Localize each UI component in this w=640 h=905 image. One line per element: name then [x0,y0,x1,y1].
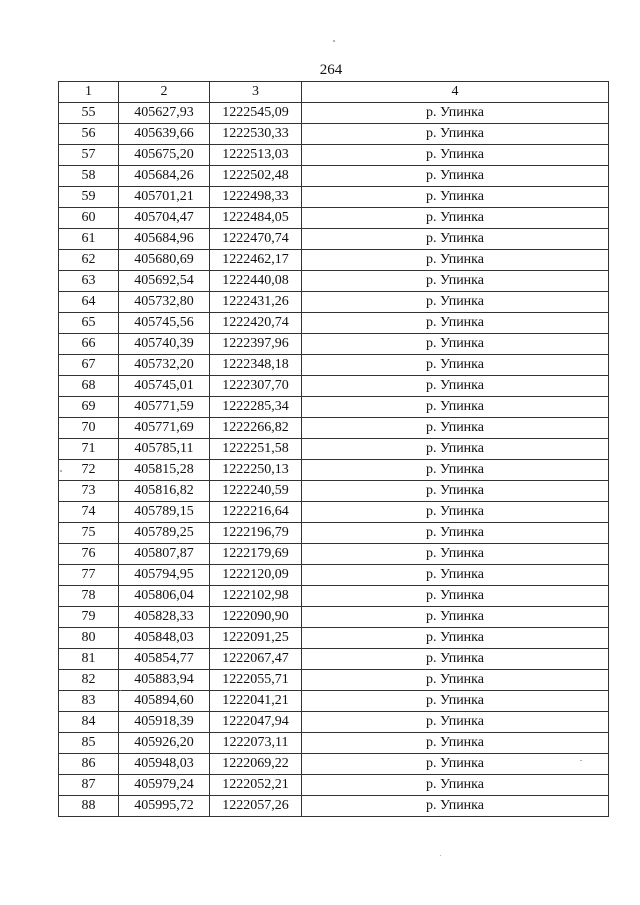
description-cell: р. Упинка [302,250,609,271]
table-row [59,733,609,754]
point-number-cell: 65 [59,313,119,334]
table-row [59,187,609,208]
point-number-cell: 59 [59,187,119,208]
x-coordinate-cell: 405692,54 [119,271,210,292]
x-coordinate-cell: 405948,03 [119,754,210,775]
table-row [59,166,609,187]
y-coordinate-cell: 1222513,03 [210,145,302,166]
description-cell: р. Упинка [302,334,609,355]
description-cell: р. Упинка [302,418,609,439]
page-number: 264 [319,62,343,78]
x-coordinate-cell: 405806,04 [119,586,210,607]
y-coordinate-cell: 1222498,33 [210,187,302,208]
y-coordinate-cell: 1222502,48 [210,166,302,187]
table-row [59,292,609,313]
y-coordinate-cell: 1222047,94 [210,712,302,733]
y-coordinate-cell: 1222462,17 [210,250,302,271]
y-coordinate-cell: 1222216,64 [210,502,302,523]
table-row [59,271,609,292]
point-number-cell: 64 [59,292,119,313]
table-row [59,376,609,397]
description-cell: р. Упинка [302,355,609,376]
description-cell: р. Упинка [302,229,609,250]
table-row [59,523,609,544]
table-row [59,544,609,565]
scan-speck [120,690,121,691]
y-coordinate-cell: 1222420,74 [210,313,302,334]
y-coordinate-cell: 1222470,74 [210,229,302,250]
column-header-4: 4 [302,82,609,103]
x-coordinate-cell: 405894,60 [119,691,210,712]
table-row [59,355,609,376]
x-coordinate-cell: 405883,94 [119,670,210,691]
x-coordinate-cell: 405684,26 [119,166,210,187]
point-number-cell: 70 [59,418,119,439]
table-row [59,607,609,628]
description-cell: р. Упинка [302,145,609,166]
y-coordinate-cell: 1222091,25 [210,628,302,649]
point-number-cell: 83 [59,691,119,712]
point-number-cell: 58 [59,166,119,187]
description-cell: р. Упинка [302,439,609,460]
y-coordinate-cell: 1222545,09 [210,103,302,124]
point-number-cell: 86 [59,754,119,775]
y-coordinate-cell: 1222196,79 [210,523,302,544]
point-number-cell: 61 [59,229,119,250]
point-number-cell: 63 [59,271,119,292]
x-coordinate-cell: 405995,72 [119,796,210,817]
point-number-cell: 74 [59,502,119,523]
point-number-cell: 81 [59,649,119,670]
point-number-cell: 62 [59,250,119,271]
point-number-cell: 68 [59,376,119,397]
x-coordinate-cell: 405639,66 [119,124,210,145]
description-cell: р. Упинка [302,397,609,418]
point-number-cell: 57 [59,145,119,166]
description-cell: р. Упинка [302,607,609,628]
x-coordinate-cell: 405794,95 [119,565,210,586]
description-cell: р. Упинка [302,628,609,649]
table-row [59,775,609,796]
x-coordinate-cell: 405789,25 [119,523,210,544]
table-row [59,103,609,124]
x-coordinate-cell: 405785,11 [119,439,210,460]
point-number-cell: 87 [59,775,119,796]
scan-speck [60,470,62,472]
description-cell: р. Упинка [302,754,609,775]
y-coordinate-cell: 1222251,58 [210,439,302,460]
point-number-cell: 69 [59,397,119,418]
point-number-cell: 60 [59,208,119,229]
description-cell: р. Упинка [302,544,609,565]
table-row [59,628,609,649]
x-coordinate-cell: 405979,24 [119,775,210,796]
table-row [59,229,609,250]
table-header-row [59,82,609,103]
description-cell: р. Упинка [302,376,609,397]
table-row [59,418,609,439]
point-number-cell: 82 [59,670,119,691]
y-coordinate-cell: 1222348,18 [210,355,302,376]
x-coordinate-cell: 405807,87 [119,544,210,565]
description-cell: р. Упинка [302,124,609,145]
table-row [59,208,609,229]
x-coordinate-cell: 405771,59 [119,397,210,418]
y-coordinate-cell: 1222397,96 [210,334,302,355]
x-coordinate-cell: 405745,01 [119,376,210,397]
table-row [59,712,609,733]
x-coordinate-cell: 405926,20 [119,733,210,754]
point-number-cell: 76 [59,544,119,565]
table-row [59,754,609,775]
x-coordinate-cell: 405828,33 [119,607,210,628]
point-number-cell: 71 [59,439,119,460]
description-cell: р. Упинка [302,649,609,670]
table-row [59,649,609,670]
column-header-2: 2 [119,82,210,103]
point-number-cell: 78 [59,586,119,607]
table-row [59,145,609,166]
description-cell: р. Упинка [302,523,609,544]
y-coordinate-cell: 1222266,82 [210,418,302,439]
point-number-cell: 67 [59,355,119,376]
y-coordinate-cell: 1222052,21 [210,775,302,796]
point-number-cell: 88 [59,796,119,817]
y-coordinate-cell: 1222179,69 [210,544,302,565]
table-row [59,796,609,817]
description-cell: р. Упинка [302,481,609,502]
description-cell: р. Упинка [302,187,609,208]
table-row [59,439,609,460]
x-coordinate-cell: 405675,20 [119,145,210,166]
y-coordinate-cell: 1222250,13 [210,460,302,481]
table-row [59,586,609,607]
scan-speck [440,855,441,856]
scan-speck [333,40,335,42]
x-coordinate-cell: 405854,77 [119,649,210,670]
y-coordinate-cell: 1222530,33 [210,124,302,145]
x-coordinate-cell: 405815,28 [119,460,210,481]
point-number-cell: 77 [59,565,119,586]
description-cell: р. Упинка [302,502,609,523]
x-coordinate-cell: 405745,56 [119,313,210,334]
description-cell: р. Упинка [302,292,609,313]
table-body [59,103,609,817]
table-row [59,313,609,334]
y-coordinate-cell: 1222120,09 [210,565,302,586]
x-coordinate-cell: 405701,21 [119,187,210,208]
table-row [59,502,609,523]
point-number-cell: 66 [59,334,119,355]
description-cell: р. Упинка [302,691,609,712]
x-coordinate-cell: 405771,69 [119,418,210,439]
x-coordinate-cell: 405789,15 [119,502,210,523]
table-row [59,691,609,712]
point-number-cell: 79 [59,607,119,628]
table-row [59,397,609,418]
y-coordinate-cell: 1222041,21 [210,691,302,712]
x-coordinate-cell: 405680,69 [119,250,210,271]
table-row [59,334,609,355]
description-cell: р. Упинка [302,460,609,481]
description-cell: р. Упинка [302,565,609,586]
x-coordinate-cell: 405918,39 [119,712,210,733]
coordinates-table [58,81,609,817]
table-row [59,460,609,481]
x-coordinate-cell: 405816,82 [119,481,210,502]
point-number-cell: 84 [59,712,119,733]
y-coordinate-cell: 1222240,59 [210,481,302,502]
y-coordinate-cell: 1222440,08 [210,271,302,292]
table-row [59,250,609,271]
point-number-cell: 80 [59,628,119,649]
y-coordinate-cell: 1222073,11 [210,733,302,754]
point-number-cell: 55 [59,103,119,124]
scan-speck [580,760,582,761]
table-row [59,565,609,586]
point-number-cell: 73 [59,481,119,502]
description-cell: р. Упинка [302,166,609,187]
y-coordinate-cell: 1222090,90 [210,607,302,628]
y-coordinate-cell: 1222069,22 [210,754,302,775]
x-coordinate-cell: 405848,03 [119,628,210,649]
x-coordinate-cell: 405740,39 [119,334,210,355]
description-cell: р. Упинка [302,103,609,124]
description-cell: р. Упинка [302,796,609,817]
description-cell: р. Упинка [302,313,609,334]
table-row [59,124,609,145]
description-cell: р. Упинка [302,733,609,754]
description-cell: р. Упинка [302,586,609,607]
point-number-cell: 75 [59,523,119,544]
point-number-cell: 56 [59,124,119,145]
x-coordinate-cell: 405704,47 [119,208,210,229]
x-coordinate-cell: 405627,93 [119,103,210,124]
table-row [59,481,609,502]
table-row [59,670,609,691]
description-cell: р. Упинка [302,670,609,691]
y-coordinate-cell: 1222285,34 [210,397,302,418]
x-coordinate-cell: 405732,20 [119,355,210,376]
y-coordinate-cell: 1222307,70 [210,376,302,397]
column-header-3: 3 [210,82,302,103]
y-coordinate-cell: 1222067,47 [210,649,302,670]
description-cell: р. Упинка [302,712,609,733]
x-coordinate-cell: 405684,96 [119,229,210,250]
y-coordinate-cell: 1222057,26 [210,796,302,817]
x-coordinate-cell: 405732,80 [119,292,210,313]
description-cell: р. Упинка [302,208,609,229]
point-number-cell: 72 [59,460,119,481]
y-coordinate-cell: 1222055,71 [210,670,302,691]
point-number-cell: 85 [59,733,119,754]
description-cell: р. Упинка [302,271,609,292]
column-header-1: 1 [59,82,119,103]
y-coordinate-cell: 1222484,05 [210,208,302,229]
y-coordinate-cell: 1222431,26 [210,292,302,313]
description-cell: р. Упинка [302,775,609,796]
y-coordinate-cell: 1222102,98 [210,586,302,607]
